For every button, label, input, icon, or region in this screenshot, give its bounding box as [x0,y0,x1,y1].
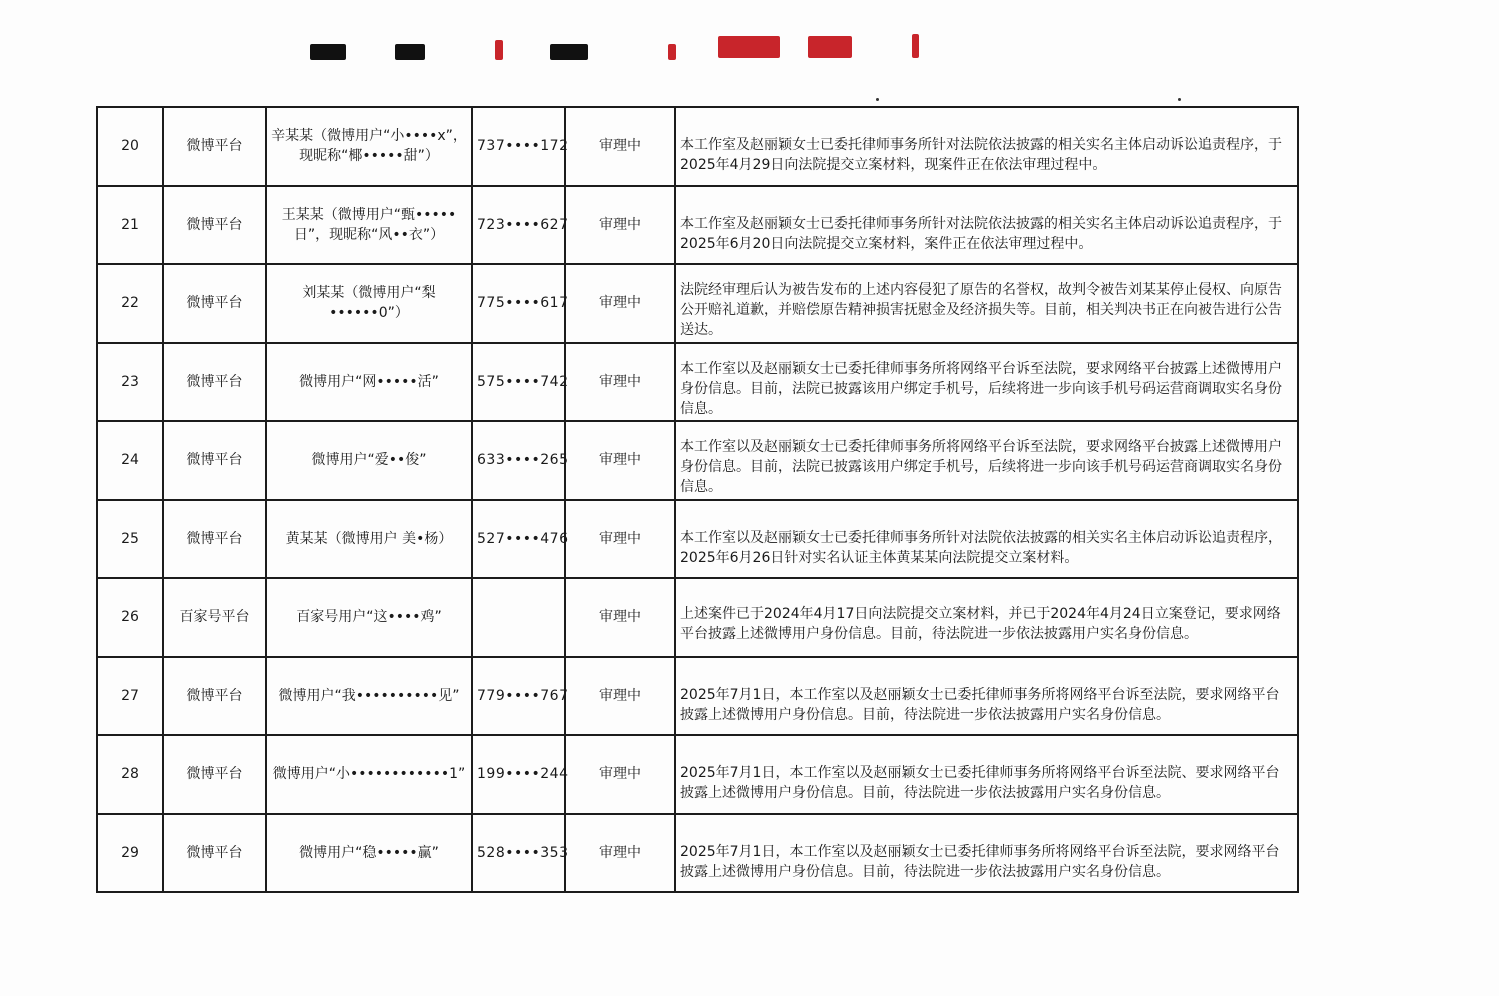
platform-cell: 微博平台 [163,500,266,579]
user-cell: 微博用户“稳•••••赢” [266,814,472,893]
user-cell: 微博用户“网•••••活” [266,343,472,422]
user-id-cell: 199••••244 [472,735,565,814]
status-cell: 审理中 [565,735,675,814]
status-cell: 审理中 [565,421,675,500]
case-number: 21 [97,186,163,265]
case-number: 22 [97,264,163,343]
progress-cell [675,657,1298,736]
table-row [97,657,1298,736]
user-id-cell: 779••••767 [472,657,565,736]
status-cell: 审理中 [565,578,675,657]
status-cell: 审理中 [565,500,675,579]
platform-cell: 微博平台 [163,421,266,500]
progress-cell [675,343,1298,422]
case-number: 25 [97,500,163,579]
user-id-cell: 527••••476 [472,500,565,579]
case-number: 27 [97,657,163,736]
user-cell: 辛某某（微博用户“小••••x”，现昵称“椰•••••甜”） [266,107,472,186]
header-fragment [912,34,919,58]
user-cell: 百家号用户“这••••鸡” [266,578,472,657]
cropped-header-remnant [300,28,1060,62]
progress-text: 法院经审理后认为被告发布的上述内容侵犯了原告的名誉权，故判令被告刘某某停止侵权、向原告公开赔礼道歉，并赔偿原告精神损害抚慰金及经济损失等。目前，相关判决书正在向被告进行公告送达。 [680,282,1282,339]
platform-cell: 微博平台 [163,264,266,343]
header-fragment [718,36,780,58]
user-id-cell: 575••••742 [472,343,565,422]
progress-cell [675,107,1298,186]
table-row [97,343,1298,422]
user-cell: 微博用户“小••••••••••••1” [266,735,472,814]
user-cell: 刘某某（微博用户“梨••••••0”） [266,264,472,343]
user-id-cell: 775••••617 [472,264,565,343]
table-row [97,107,1298,186]
user-cell: 黄某某（微博用户 美•杨） [266,500,472,579]
status-cell: 审理中 [565,343,675,422]
header-fragment [495,40,503,60]
progress-text: 2025年7月1日，本工作室以及赵丽颖女士已委托律师事务所将网络平台诉至法院，要求网络平台披露上述微博用户身份信息。目前，待法院进一步依法披露用户实名身份信息。 [680,686,1280,723]
case-number: 28 [97,735,163,814]
user-cell: 微博用户“爱••俊” [266,421,472,500]
progress-text: 本工作室及赵丽颖女士已委托律师事务所针对法院依法披露的相关实名主体启动诉讼追责程序，于2025年4月29日向法院提交立案材料，现案件正在依法审理过程中。 [680,137,1282,174]
table-row [97,578,1298,657]
case-number: 29 [97,814,163,893]
progress-cell [675,264,1298,343]
user-id-cell: 737••••172 [472,107,565,186]
table-row [97,264,1298,343]
status-cell: 审理中 [565,657,675,736]
case-number: 26 [97,578,163,657]
progress-text: 上述案件已于2024年4月17日向法院提交立案材料，并已于2024年4月24日立案登记，要求网络平台披露上述微博用户身份信息。目前，待法院进一步依法披露用户实名身份信息。 [680,606,1281,643]
case-number: 20 [97,107,163,186]
progress-cell [675,186,1298,265]
user-id-cell [472,578,565,657]
platform-cell: 微博平台 [163,735,266,814]
progress-cell [675,421,1298,500]
platform-cell: 百家号平台 [163,578,266,657]
progress-text: 2025年7月1日，本工作室以及赵丽颖女士已委托律师事务所将网络平台诉至法院、要求网络平台披露上述微博用户身份信息。目前，待法院进一步依法披露用户实名身份信息。 [680,765,1280,802]
user-cell: 王某某（微博用户“甄•••••日”，现昵称“风••衣”） [266,186,472,265]
platform-cell: 微博平台 [163,343,266,422]
header-fragment [550,44,588,60]
progress-cell [675,500,1298,579]
header-fragment [310,44,346,60]
table-row [97,186,1298,265]
progress-text: 本工作室以及赵丽颖女士已委托律师事务所将网络平台诉至法院，要求网络平台披露上述微博用户身份信息。目前，法院已披露该用户绑定手机号，后续将进一步向该手机号码运营商调取实名身份信息。 [680,360,1282,417]
case-table [96,106,1299,893]
progress-text: 本工作室及赵丽颖女士已委托律师事务所针对法院依法披露的相关实名主体启动诉讼追责程序，于2025年6月20日向法院提交立案材料，案件正在依法审理过程中。 [680,215,1282,252]
platform-cell: 微博平台 [163,657,266,736]
progress-text: 本工作室以及赵丽颖女士已委托律师事务所将网络平台诉至法院，要求网络平台披露上述微博用户身份信息。目前，法院已披露该用户绑定手机号，后续将进一步向该手机号码运营商调取实名身份信息。 [680,439,1282,496]
user-id-cell: 633••••265 [472,421,565,500]
progress-text: 2025年7月1日，本工作室以及赵丽颖女士已委托律师事务所将网络平台诉至法院，要求网络平台披露上述微博用户身份信息。目前，待法院进一步依法披露用户实名身份信息。 [680,843,1280,880]
table-row [97,735,1298,814]
table-row [97,500,1298,579]
table-row [97,814,1298,893]
platform-cell: 微博平台 [163,814,266,893]
progress-cell [675,735,1298,814]
status-cell: 审理中 [565,814,675,893]
header-fragment [668,44,676,60]
scan-speck [1178,98,1181,101]
table-row [97,421,1298,500]
case-number: 23 [97,343,163,422]
platform-cell: 微博平台 [163,107,266,186]
user-cell: 微博用户“我••••••••••见” [266,657,472,736]
user-id-cell: 528••••353 [472,814,565,893]
status-cell: 审理中 [565,186,675,265]
case-number: 24 [97,421,163,500]
progress-cell [675,578,1298,657]
progress-cell [675,814,1298,893]
user-id-cell: 723••••627 [472,186,565,265]
header-fragment [395,44,425,60]
status-cell: 审理中 [565,107,675,186]
progress-text: 本工作室以及赵丽颖女士已委托律师事务所针对法院依法披露的相关实名主体启动诉讼追责程序，2025年6月26日针对实名认证主体黄某某向法院提交立案材料。 [680,529,1282,566]
header-fragment [808,36,852,58]
scan-speck [876,98,879,101]
platform-cell: 微博平台 [163,186,266,265]
case-table-body [97,107,1298,892]
status-cell: 审理中 [565,264,675,343]
